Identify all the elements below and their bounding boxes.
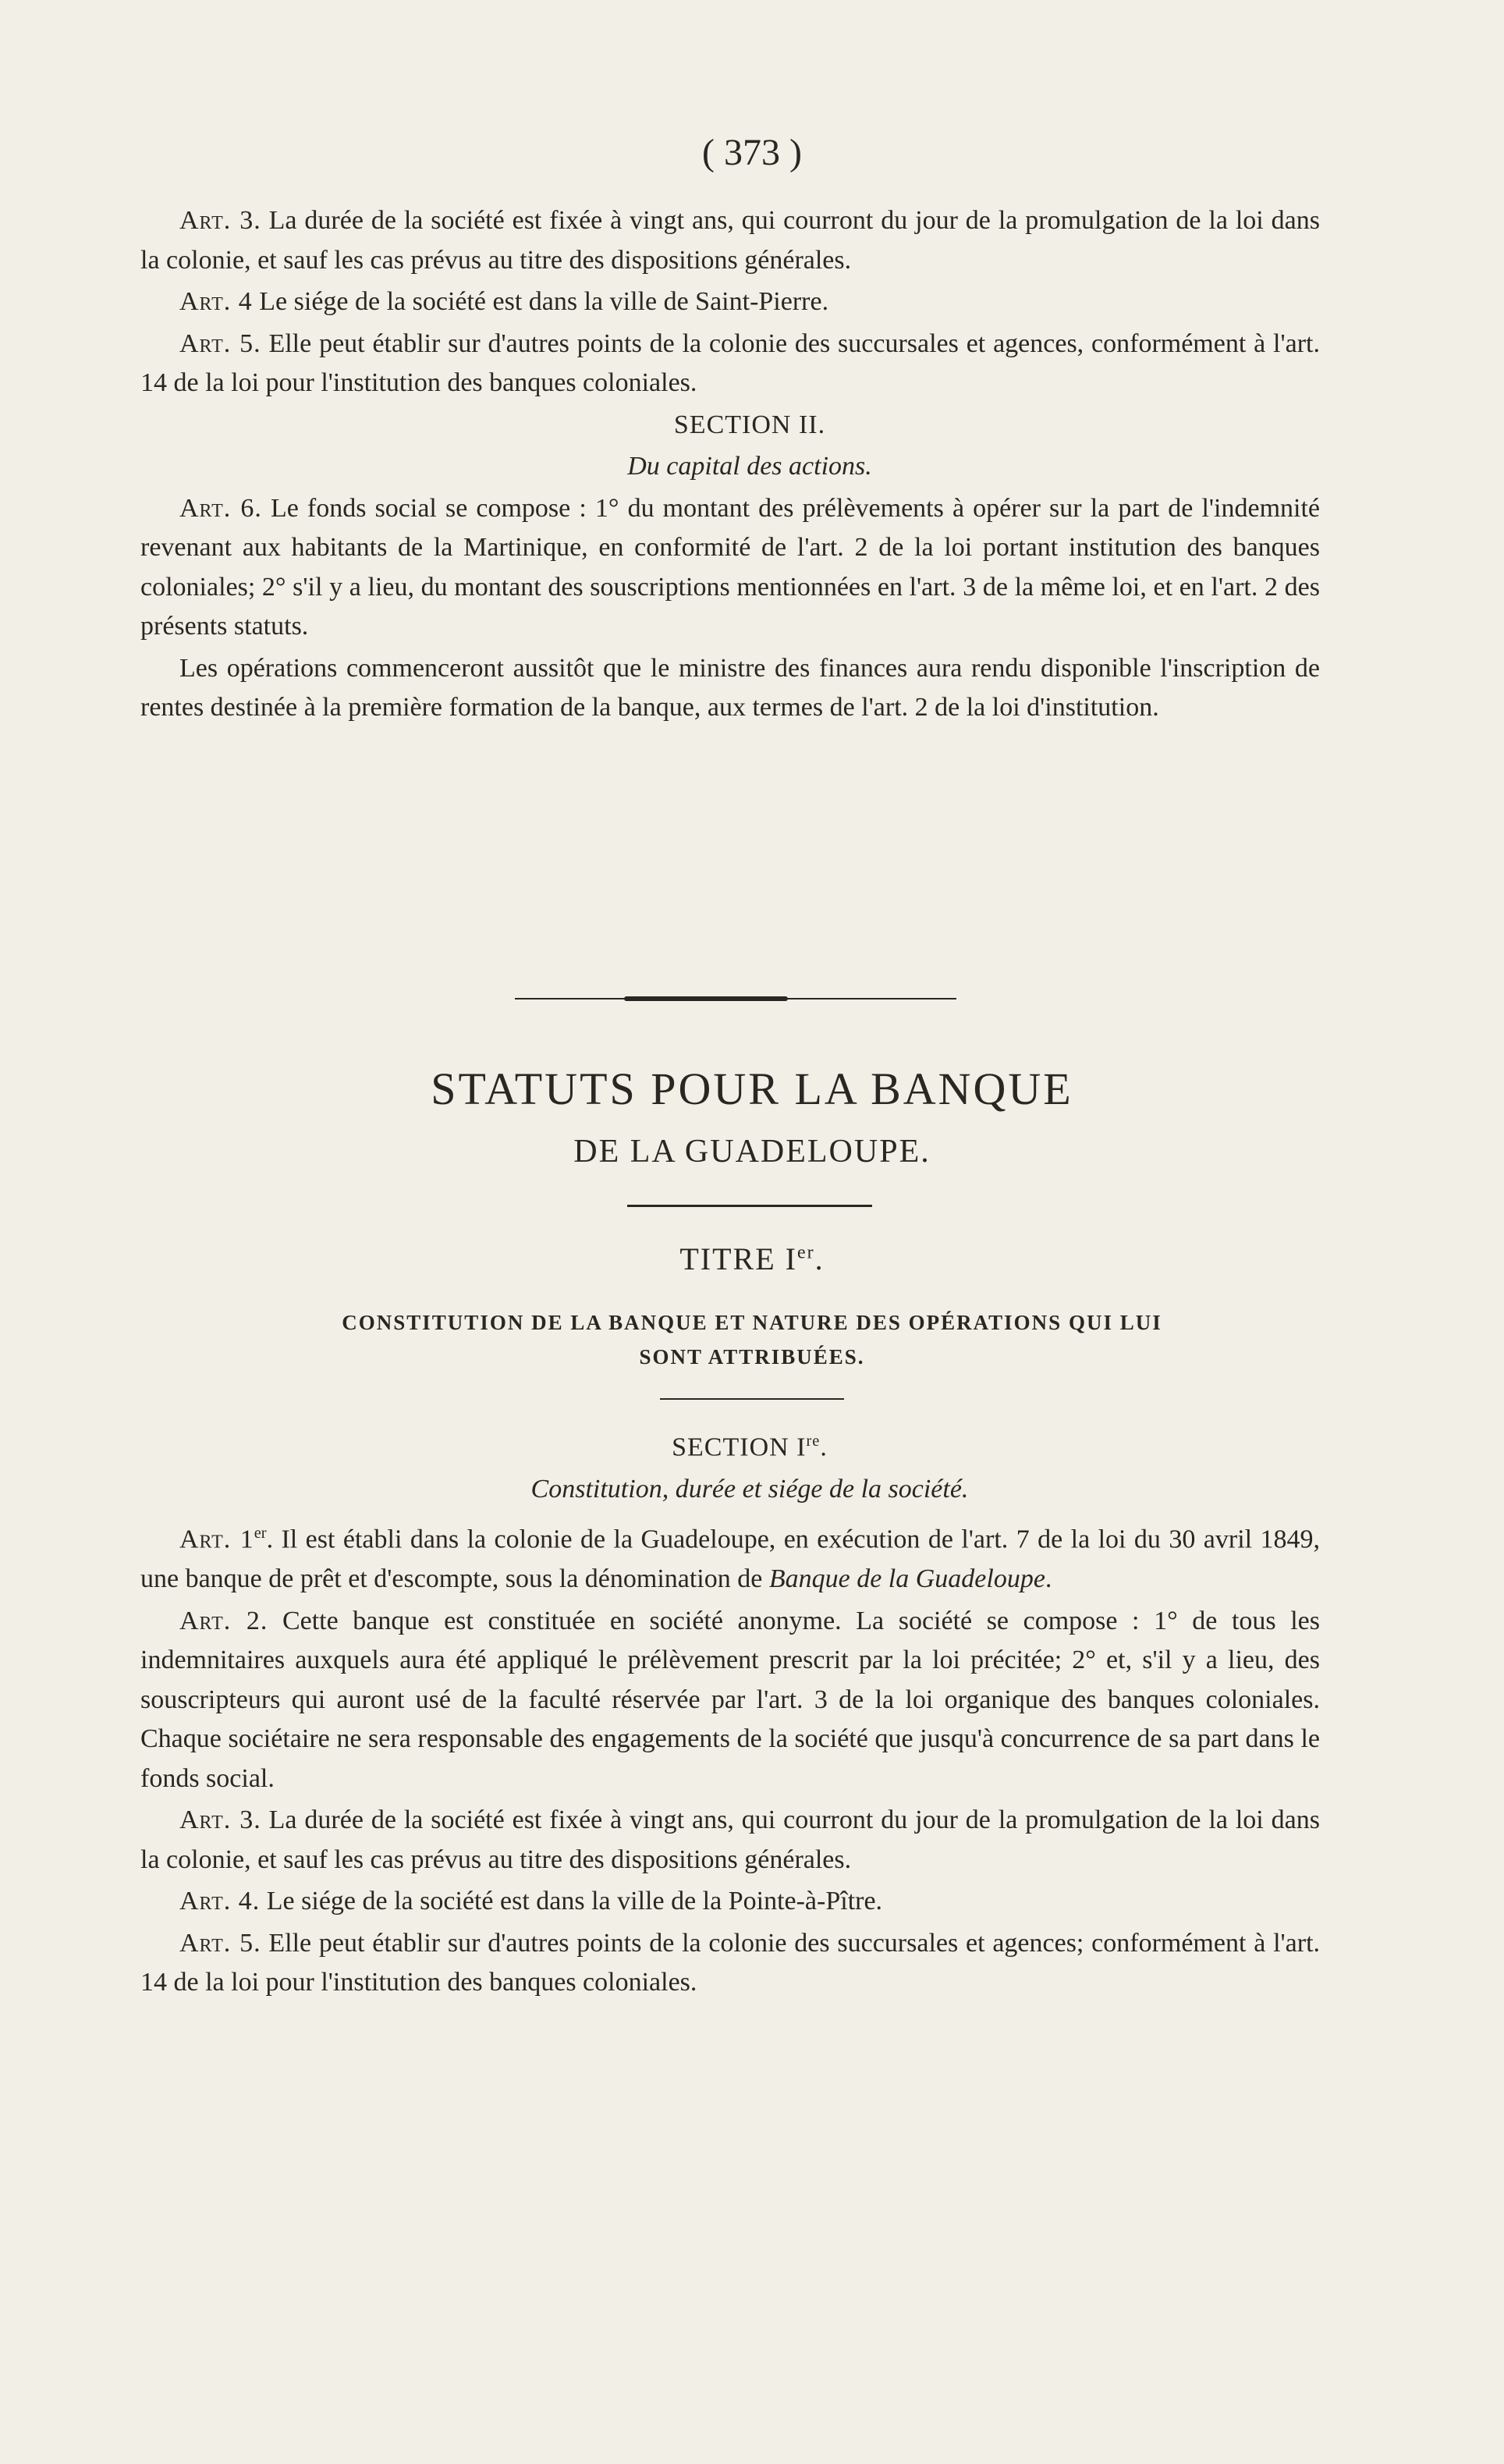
article-text: Elle peut établir sur d'autres points de la colonie des succursales et agences; conformément à l'art. 14 de la loi pour l'institution des banques coloniales. [140,1928,1321,1997]
article-1-superscript: er [254,1525,267,1543]
article-text: Le siége de la société est dans la ville de la Pointe-à-Pître. [266,1887,883,1916]
article-2 [140,1602,1320,1799]
titre-text: TITRE I [679,1241,797,1276]
article-5 [140,1924,1320,2003]
article-3 [140,1801,1320,1880]
article-text: Le siége de la société est dans la ville de Saint-Pierre. [259,287,829,316]
section-2-subtitle: Du capital des actions. [627,452,872,481]
operations-paragraph: Les opérations commenceront aussitôt que le ministre des finances aura rendu disponible l'inscription de rentes destinée à la première formation de la banque, aux termes de l'art. 2 de la loi d'institution. [140,653,1320,722]
titre-description-line-1: CONSTITUTION DE LA BANQUE ET NATURE DES OPÉRATIONS QUI LUI [342,1311,1162,1334]
separator-rule-bold [624,996,788,1001]
section-1-superscript: re [806,1433,821,1450]
article-label: Art. 4 [179,287,253,316]
statuts-subtitle: DE LA GUADELOUPE. [573,1134,931,1170]
article-label: Art. 5. [179,328,261,358]
article-text: La durée de la société est fixée à vingt ans, qui courront du jour de la promulgation de la loi dans la colonie, et sauf les cas prévus au titre des dispositions générales. [140,1805,1320,1874]
section-1-text: SECTION I [672,1433,807,1462]
article-label: Art. 1 [179,1525,254,1554]
titre-superscript: er [796,1242,815,1263]
article-label: Art. 3. [179,206,261,235]
titre-rule [660,1398,844,1400]
article-label: Art. 4. [179,1887,261,1916]
article-text: La durée de la société est fixée à vingt ans, qui courront du jour de la promulgation de la loi dans la colonie, et sauf les cas prévus au titre des dispositions générales. [140,206,1320,275]
article-4 [140,1882,1320,1922]
article-4-top [140,282,1320,322]
top-text-block [140,201,1320,728]
section-2-title: SECTION II. [673,410,826,439]
article-1: Art. 1er. Il est établi dans la colonie de la Guadeloupe, en exécution de l'art. 7 de la loi du 30 avril 1849, une banque de prêt et d'escompte, sous la dénomination de Banque de la Guadeloupe. [140,1525,1321,1594]
article-label: Art. 5. [179,1928,261,1958]
titre-heading: TITRE Ier. [679,1241,825,1276]
article-label: Art. 6. [179,493,262,523]
article-text: Elle peut établir sur d'autres points de la colonie des succursales et agences, conformément à l'art. 14 de la loi pour l'institution des banques coloniales. [140,328,1320,397]
section-1-title: SECTION Ire. [672,1433,828,1462]
bank-name-italic: Banque de la Guadeloupe [768,1564,1045,1594]
article-label: Art. 2. [179,1606,268,1635]
title-rule [627,1205,872,1207]
statuts-title: STATUTS POUR LA BANQUE [431,1063,1073,1114]
article-text: Le fonds social se compose : 1° du montant des prélèvements à opérer sur la part de l'indemnité revenant aux habitants de la Martinique, en conformité de l'art. 2 de la loi portant institution des banques coloniales; 2° s'il y a lieu, du montant des souscriptions mentionnées en l'art. 3 de la même loi, et en l'art. 2 des présents statuts. [140,493,1320,641]
section-1-subtitle: Constitution, durée et siége de la société. [530,1474,969,1504]
article-text: Cette banque est constituée en société anonyme. La société se compose : 1° de tous les indemnitaires auxquels aura été appliqué le prélèvement prescrit par la loi précitée; 2° et, s'il y a lieu, des souscripteurs qui auront usé de la faculté réservée par l'art. 3 de la loi organique des banques coloniales. Chaque sociétaire ne sera responsable des engagements de la société que jusqu'à concurrence de sa part dans le fonds social. [140,1606,1320,1793]
titre-description-line-2: SONT ATTRIBUÉES. [639,1345,865,1369]
article-text: . Il est établi dans la colonie de la Guadeloupe, en exécution de l'art. 7 de la loi du 30 avril 1849, une banque de prêt et d'escompte, sous la dénomination de [140,1525,1321,1594]
article-5-top [140,325,1320,403]
article-label: Art. 3. [179,1805,261,1835]
page-number: ( 373 ) [702,132,802,173]
article-3-top [140,201,1320,280]
article-6-top [140,489,1320,647]
statuts-body [140,1422,1320,2003]
